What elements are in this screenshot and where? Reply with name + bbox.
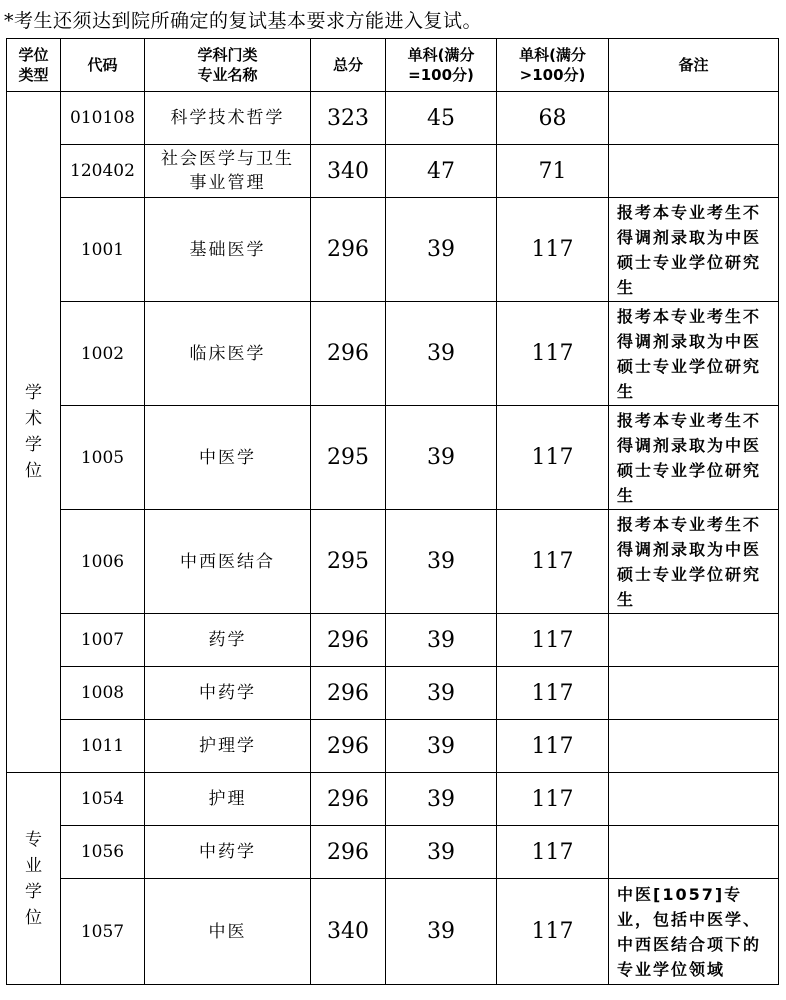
table-row	[7, 667, 779, 720]
cell-code: 1054	[61, 773, 145, 826]
table-row	[7, 773, 779, 826]
cell-single-gt100: 117	[497, 614, 609, 667]
header-single-gt100: 单科(满分 >100分)	[497, 39, 609, 92]
cell-single-100: 47	[386, 145, 497, 198]
cell-name: 护理学	[145, 720, 311, 773]
header-single-100: 单科(满分 =100分)	[386, 39, 497, 92]
cell-total: 295	[311, 406, 386, 510]
cell-single-100: 39	[386, 302, 497, 406]
cell-code: 1057	[61, 879, 145, 985]
cell-single-gt100: 117	[497, 198, 609, 302]
cell-code: 1005	[61, 406, 145, 510]
cell-remark	[609, 720, 779, 773]
cell-single-100: 39	[386, 406, 497, 510]
group-academic: 学 术 学 位	[7, 92, 61, 773]
cell-remark	[609, 773, 779, 826]
cell-single-gt100: 117	[497, 720, 609, 773]
cell-name: 护理	[145, 773, 311, 826]
cell-single-100: 39	[386, 667, 497, 720]
cell-total: 296	[311, 667, 386, 720]
cell-single-100: 39	[386, 879, 497, 985]
cell-single-gt100: 117	[497, 773, 609, 826]
cell-name: 中医	[145, 879, 311, 985]
cell-code: 1011	[61, 720, 145, 773]
cell-single-gt100: 117	[497, 879, 609, 985]
table-row	[7, 510, 779, 614]
header-code: 代码	[61, 39, 145, 92]
table-row	[7, 198, 779, 302]
cell-single-100: 39	[386, 720, 497, 773]
cell-code: 1002	[61, 302, 145, 406]
cell-remark: 报考本专业考生不得调剂录取为中医硕士专业学位研究生	[609, 510, 779, 614]
table-row	[7, 145, 779, 198]
cell-total: 296	[311, 614, 386, 667]
cell-single-100: 39	[386, 198, 497, 302]
cell-remark	[609, 145, 779, 198]
cell-total: 296	[311, 720, 386, 773]
header-total: 总分	[311, 39, 386, 92]
cell-name: 科学技术哲学	[145, 92, 311, 145]
cell-remark: 报考本专业考生不得调剂录取为中医硕士专业学位研究生	[609, 198, 779, 302]
cell-remark: 报考本专业考生不得调剂录取为中医硕士专业学位研究生	[609, 302, 779, 406]
table-note: *考生还须达到院所确定的复试基本要求方能进入复试。	[4, 10, 483, 32]
cell-single-100: 39	[386, 510, 497, 614]
cell-remark	[609, 614, 779, 667]
cell-remark	[609, 92, 779, 145]
table-row	[7, 92, 779, 145]
cell-total: 323	[311, 92, 386, 145]
cell-name: 中药学	[145, 667, 311, 720]
cell-remark: 报考本专业考生不得调剂录取为中医硕士专业学位研究生	[609, 406, 779, 510]
cell-single-gt100: 117	[497, 510, 609, 614]
cell-single-gt100: 117	[497, 302, 609, 406]
cell-remark	[609, 667, 779, 720]
table-row	[7, 614, 779, 667]
table-row	[7, 720, 779, 773]
cell-name: 中西医结合	[145, 510, 311, 614]
header-name: 学科门类 专业名称	[145, 39, 311, 92]
header-type: 学位 类型	[7, 39, 61, 92]
header-remark: 备注	[609, 39, 779, 92]
cell-name: 中医学	[145, 406, 311, 510]
cell-single-100: 39	[386, 614, 497, 667]
cell-single-gt100: 68	[497, 92, 609, 145]
cell-single-gt100: 71	[497, 145, 609, 198]
cell-code: 010108	[61, 92, 145, 145]
cell-single-100: 39	[386, 773, 497, 826]
cell-code: 1001	[61, 198, 145, 302]
cell-single-gt100: 117	[497, 406, 609, 510]
cell-single-100: 39	[386, 826, 497, 879]
cell-code: 1056	[61, 826, 145, 879]
cell-single-gt100: 117	[497, 826, 609, 879]
cell-total: 340	[311, 879, 386, 985]
cell-name: 临床医学	[145, 302, 311, 406]
cell-name: 药学	[145, 614, 311, 667]
cell-name: 基础医学	[145, 198, 311, 302]
cell-total: 296	[311, 198, 386, 302]
table-row	[7, 406, 779, 510]
cell-total: 296	[311, 302, 386, 406]
table-row	[7, 826, 779, 879]
cell-total: 295	[311, 510, 386, 614]
cell-remark: 中医[1057]专业，包括中医学、中西医结合项下的专业学位领域	[609, 879, 779, 985]
cell-total: 296	[311, 773, 386, 826]
table-row	[7, 302, 779, 406]
cell-code: 1007	[61, 614, 145, 667]
cell-single-gt100: 117	[497, 667, 609, 720]
cell-name: 中药学	[145, 826, 311, 879]
header-row	[7, 39, 779, 92]
cell-total: 296	[311, 826, 386, 879]
cell-remark	[609, 826, 779, 879]
cell-code: 1008	[61, 667, 145, 720]
cell-name: 社会医学与卫生事业管理	[145, 145, 311, 198]
group-professional: 专 业 学 位	[7, 773, 61, 985]
cell-total: 340	[311, 145, 386, 198]
score-table	[6, 38, 779, 985]
cell-code: 1006	[61, 510, 145, 614]
table-row	[7, 879, 779, 985]
cell-single-100: 45	[386, 92, 497, 145]
cell-code: 120402	[61, 145, 145, 198]
